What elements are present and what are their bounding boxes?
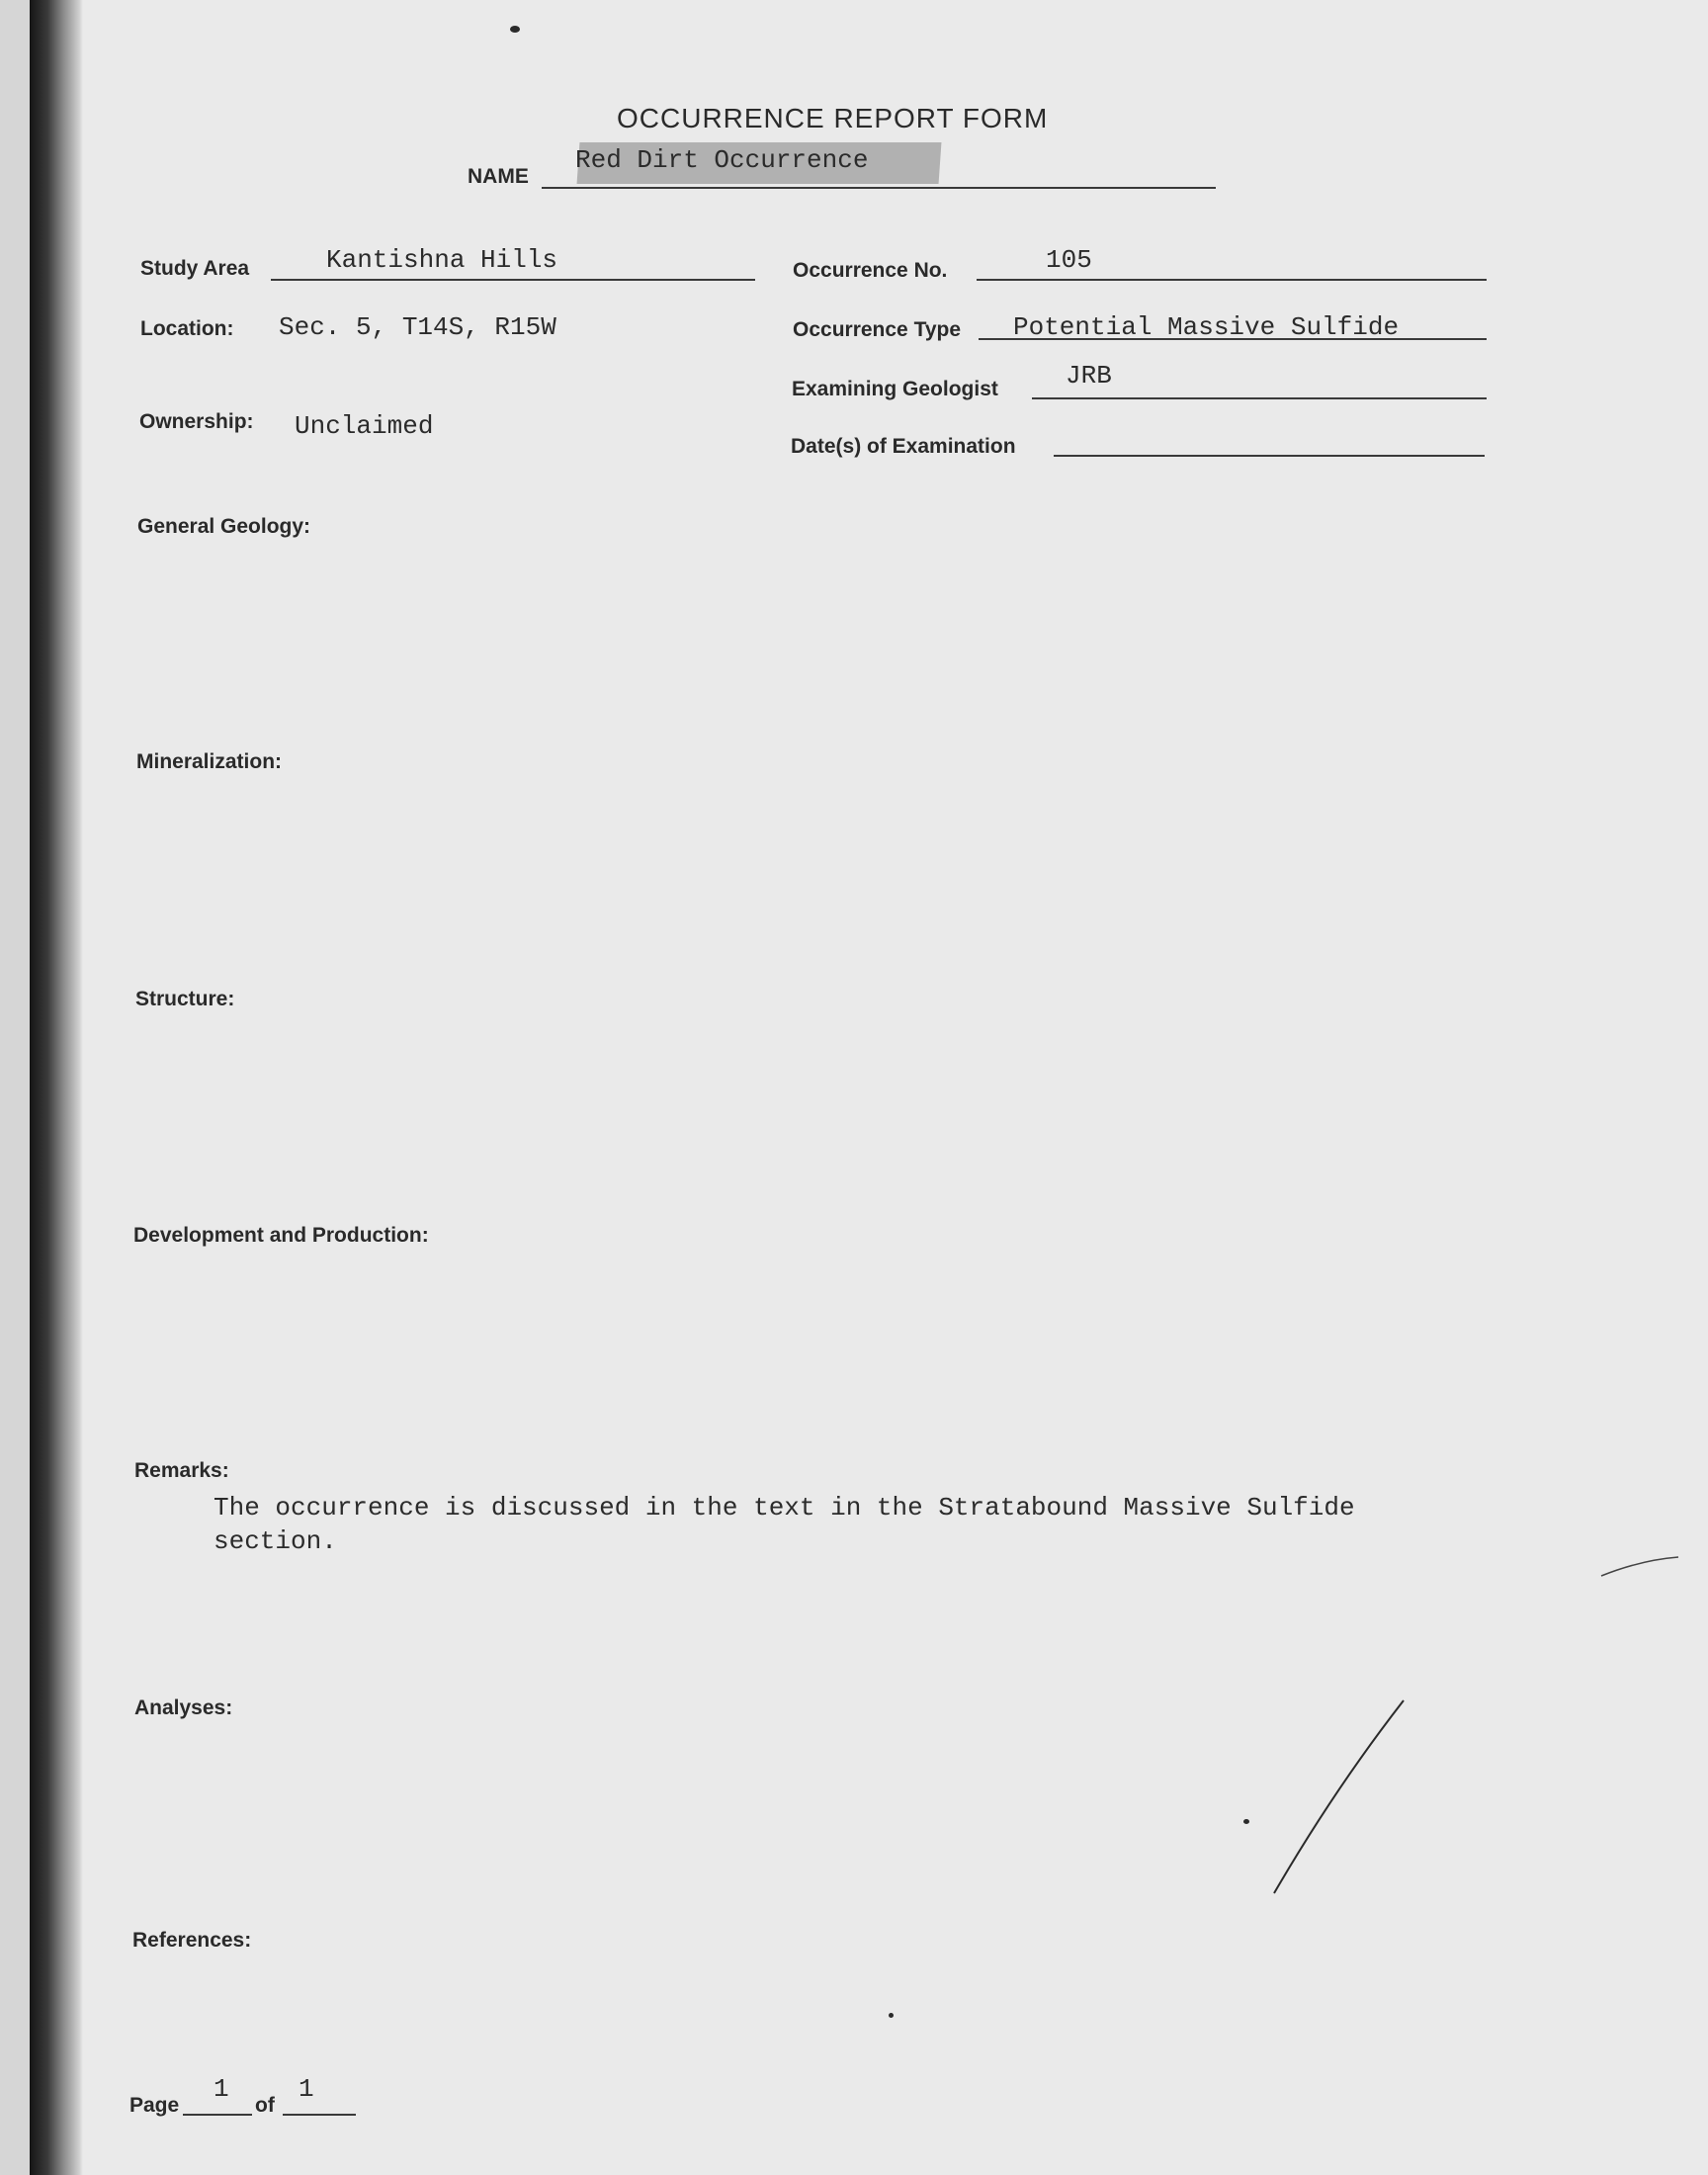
analyses-heading: Analyses:	[134, 1696, 233, 1719]
page-label: Page	[129, 2094, 180, 2117]
name-value: Red Dirt Occurrence	[575, 145, 869, 175]
name-label: NAME	[468, 165, 529, 188]
mineralization-heading: Mineralization:	[136, 750, 283, 773]
location-value: Sec. 5, T14S, R15W	[279, 312, 556, 342]
ownership-label: Ownership:	[139, 410, 254, 433]
page-number: 1	[214, 2074, 229, 2104]
study-area-label: Study Area	[140, 257, 250, 280]
document-page	[30, 0, 1708, 2175]
references-heading: References:	[132, 1929, 252, 1952]
of-label: of	[255, 2094, 275, 2117]
ownership-value: Unclaimed	[295, 411, 434, 441]
occurrence-no-label: Occurrence No.	[793, 259, 948, 282]
location-label: Location:	[140, 317, 234, 340]
occurrence-type-label: Occurrence Type	[793, 318, 962, 341]
remarks-text: The occurrence is discussed in the text in the Stratabound Massive Sulfide section.	[214, 1493, 1355, 1556]
study-area-value: Kantishna Hills	[326, 245, 558, 275]
occurrence-no-value: 105	[1046, 245, 1092, 275]
structure-heading: Structure:	[135, 988, 235, 1010]
examining-geologist-value: JRB	[1066, 361, 1112, 391]
occurrence-type-value: Potential Massive Sulfide	[1013, 312, 1400, 342]
remarks-heading: Remarks:	[134, 1459, 229, 1482]
dates-label: Date(s) of Examination	[791, 435, 1016, 458]
development-heading: Development and Production:	[133, 1224, 429, 1247]
form-title: OCCURRENCE REPORT FORM	[617, 103, 1049, 133]
scan-pencil-marks	[30, 0, 1708, 2175]
examining-geologist-label: Examining Geologist	[792, 378, 998, 400]
total-pages: 1	[299, 2074, 314, 2104]
general-geology-heading: General Geology:	[137, 515, 311, 538]
